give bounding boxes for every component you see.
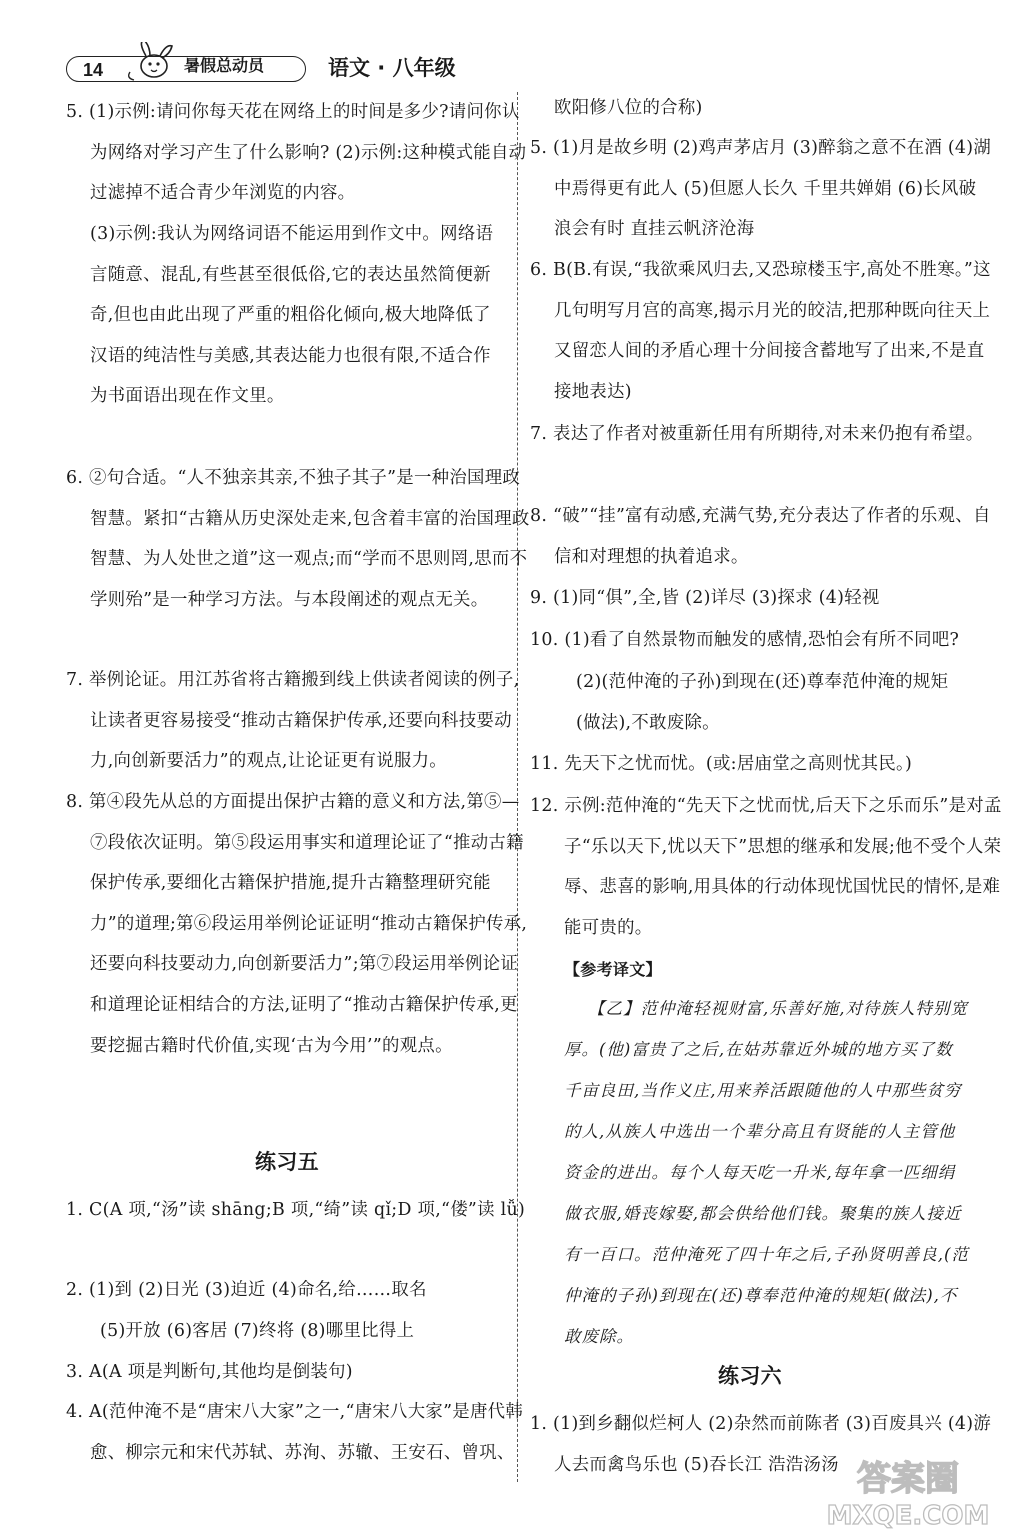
ex5-answer-4: 4. A(范仲淹不是“唐宋八大家”之一,“唐宋八大家”是唐代韩愈、柳宗元和宋代苏轼、苏洵、苏辙、王安石、曾巩、 xyxy=(66,1402,524,1463)
watermark-en: MXQE.COM xyxy=(826,1501,990,1531)
ex5-answer-9: 9. (1)同“俱”,全,皆 (2)详尽 (3)探求 (4)轻视 xyxy=(530,588,880,608)
reference-translation-label: 【参考译文】 xyxy=(564,960,662,979)
ex5-answer-12: 12. 示例:范仲淹的“先天下之忧而忧,后天下之乐而乐”是对孟子“乐以天下,忧以天下”思想的继承和发展;他不受个人荣辱、悲喜的影响,用具体的行动体现忧国忧民的情怀,是难能可贵的。 xyxy=(530,796,1002,938)
site-watermark-logo xyxy=(808,1452,1008,1532)
ex5-answer-2a: 2. (1)到 (2)日光 (3)迫近 (4)命名,给……取名 xyxy=(66,1280,427,1300)
section-title-exercise-6: 练习六 xyxy=(718,1364,782,1388)
answer-5-part1: 5. (1)示例:请问你每天花在网络上的时间是多少?请问你认为网络对学习产生了什么影响? (2)示例:这种模式能自动过滤掉不适合青少年浏览的内容。 xyxy=(66,102,527,204)
series-title: 暑假总动员 xyxy=(184,56,265,75)
answer-5-part3: (3)示例:我认为网络词语不能运用到作文中。网络语言随意、混乱,有些甚至很低俗,它的表达虽然简便新奇,但也由此出现了严重的粗俗化倾向,极大地降低了汉语的纯洁性与美感,其表达能力也很有限,不适合作为书面语出现在作文里。 xyxy=(90,224,494,407)
answer-6: 6. ②句合适。“人不独亲其亲,不独子其子”是一种治国理政智慧。紧扣“古籍从历史深处走来,包含着丰富的治国理政智慧、为人处世之道”这一观点;而“学而不思则罔,思而不学则殆”是一种学习方法。与本段阐述的观点无关。 xyxy=(66,468,530,610)
reference-translation-text: 【乙】范仲淹轻视财富,乐善好施,对待族人特别宽厚。(他)富贵了之后,在姑苏靠近外城的地方买了数千亩良田,当作义庄,用来养活跟随他的人中那些贫穷的人,从族人中选出一个辈分高且有贤能的人主管他资金的进出。每个人每天吃一升米,每年拿一匹细绢做衣服,婚丧嫁娶,都会供给他们钱。聚集的族人接近有一百口。范仲淹死了四十年之后,子孙贤明善良,(范仲淹的子孙)到现在(还)尊奉范仲淹的规矩(做法),不敢废除。 xyxy=(564,999,969,1346)
ex5-answer-10a: 10. (1)看了自然景物而触发的感情,恐怕会有所不同吧? xyxy=(530,630,960,650)
page-header xyxy=(66,50,966,90)
ex5-answer-8: 8. “破”“挂”富有动感,充满气势,充分表达了作者的乐观、自信和对理想的执着追求。 xyxy=(530,506,991,567)
ex5-answer-10b: (2)(范仲淹的子孙)到现在(还)尊奉范仲淹的规矩(做法),不敢废除。 xyxy=(576,672,949,733)
page-number: 14 xyxy=(83,60,104,80)
ex5-answer-4-continued: 欧阳修八位的合称) xyxy=(554,98,703,118)
ex5-answer-1: 1. C(A 项,“汤”读 shāng;B 项,“绮”读 qǐ;D 项,“偻”读 lǚ) xyxy=(66,1200,526,1220)
ex5-answer-3: 3. A(A 项是判断句,其他均是倒装句) xyxy=(66,1362,353,1382)
watermark-cn: 答案圈 xyxy=(857,1459,959,1499)
ex6-answer-1: 1. (1)到乡翻似烂柯人 (2)杂然而前陈者 (3)百废具兴 (4)游人去而禽鸟乐也 (5)吞长江 浩浩汤汤 xyxy=(530,1414,992,1475)
ex5-answer-2b: (5)开放 (6)客居 (7)终将 (8)哪里比得上 xyxy=(100,1321,415,1341)
subject-title: 语文 · 八年级 xyxy=(328,56,456,80)
ex5-answer-11: 11. 先天下之忧而忧。(或:居庙堂之高则忧其民。) xyxy=(530,754,913,774)
rabbit-mascot-icon xyxy=(124,42,184,82)
ex5-answer-7: 7. 表达了作者对被重新任用有所期待,对未来仍抱有希望。 xyxy=(530,424,984,444)
answer-7: 7. 举例论证。用江苏省将古籍搬到线上供读者阅读的例子,让读者更容易接受“推动古籍保护传承,还要向科技要动力,向创新要活力”的观点,让论证更有说服力。 xyxy=(66,670,520,772)
answer-8: 8. 第④段先从总的方面提出保护古籍的意义和方法,第⑤—⑦段依次证明。第⑤段运用事实和道理论证了“推动古籍保护传承,要细化古籍保护措施,提升古籍整理研究能力”的道理;第⑥段运用举例论证证明“推动古籍保护传承,还要向科技要动力,向创新要活力”;第⑦段运用举例论证和道理论证相结合的方法,证明了“推动古籍保护传承,更要挖掘古籍时代价值,实现‘古为今用’”的观点。 xyxy=(66,792,528,1056)
section-title-exercise-5: 练习五 xyxy=(255,1150,319,1174)
ex5-answer-5: 5. (1)月是故乡明 (2)鸡声茅店月 (3)醉翁之意不在酒 (4)湖中焉得更有此人 (5)但愿人长久 千里共婵娟 (6)长风破浪会有时 直挂云帆济沧海 xyxy=(530,138,992,240)
ex5-answer-6: 6. B(B.有误,“我欲乘风归去,又恐琼楼玉宇,高处不胜寒。”这几句明写月宫的高寒,揭示月光的皎洁,把那种既向往天上又留恋人间的矛盾心理十分间接含蓄地写了出来,不是直接地表达) xyxy=(530,260,991,402)
